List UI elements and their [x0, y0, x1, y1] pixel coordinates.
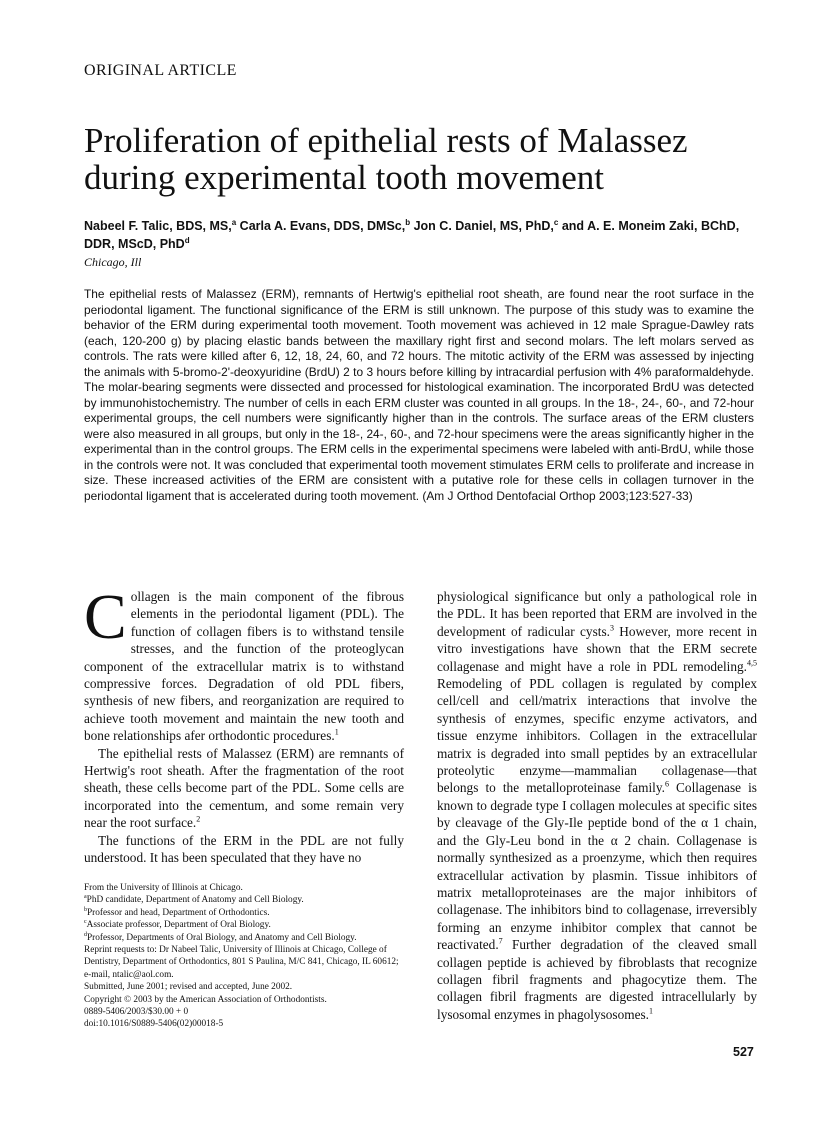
author-3: Jon C. Daniel, MS, PhD, [410, 219, 554, 233]
footnote-marker: d [84, 931, 87, 938]
author-4-affiliation: d [184, 235, 190, 245]
citation-ref: 6 [664, 780, 669, 790]
footnote-doi: doi:10.1016/S0889-5406(02)00018-5 [84, 1019, 224, 1030]
citation-ref: 2 [196, 814, 201, 824]
citation-ref: 3 [609, 623, 614, 633]
footnote-text: Associate professor, Department of Oral Biology. [86, 920, 271, 931]
footnote-issn: 0889-5406/2003/$30.00 + 0 [84, 1007, 189, 1018]
body-text: Remodeling of PDL collagen is regulated by complex cell/cell and cell/matrix interactions that involve the synthesis of enzymes, specific enzyme activators, and tissue enzyme inhibitors. Collagen in the extracellular matrix is degraded into small peptides by an extracellular proteolytic enzyme—mammalian collagenase—that belongs to the metalloproteinase family. [437, 676, 757, 796]
footnote-marker: b [84, 906, 87, 913]
body-text: physiological significance but only a pathological role in the PDL. It has been reported that ERM are involved in the development of radicular cysts. [437, 589, 757, 639]
paragraph-3: The functions of the ERM in the PDL are not fully understood. It has been speculated that they have no [84, 832, 404, 866]
footnote-text: Professor, Departments of Oral Biology, and Anatomy and Cell Biology. [87, 932, 357, 943]
author-4: and A. E. Moneim Zaki, BChD, DDR, MScD, PhD [84, 219, 740, 251]
author-1: Nabeel F. Talic, BDS, MS, [84, 219, 232, 233]
body-text: Further degradation of the cleaved small collagen peptide is achieved by fibroblasts that recognize collagen fibril fragments and phagocytize them. The collagen fibril fragments are digested intracellularly by lysosomal enzymes in phagolysosomes. [437, 937, 757, 1022]
abstract: The epithelial rests of Malassez (ERM), remnants of Hertwig's epithelial root sheath, are found near the root surface in the periodontal ligament. The functional significance of the ERM is still unknown. The purpose of this study was to examine the behavior of the ERM during experimental tooth movement. Tooth movement was achieved in 12 male Sprague-Dawley rats (each, 120-200 g) by placing elastic bands between the maxillary right first and second molars. The left molars served as controls. The rats were killed after 6, 12, 18, 24, 60, and 72 hours. The mitotic activity of the ERM was assessed by injecting the animals with 5-bromo-2'-deoxyuridine (BrdU) 2 to 3 hours before killing by intracardial perfusion with 4% paraformaldehyde. The molar-bearing segments were dissected and processed for histological examination. The incorporated BrdU was detected by immunohistochemistry. The number of cells in each ERM cluster was counted in all groups. In the 18-, 24-, 60-, and 72-hour experimental groups, the cell numbers were significantly higher than in the controls. The surface areas of the ERM clusters were also measured in all groups, but only in the 18-, 24-, 60-, and 72-hour specimens were the areas significantly higher in the experimental than in the control groups. The ERM cells in the experimental specimens were labeled with anti-BrdU, while those in the controls were not. It was concluded that experimental tooth movement stimulates ERM cells to proliferate and increase in size. These increased activities of the ERM are consistent with a putative role for these cells in collagen turnover in the periodontal ligament that is accelerated during tooth movement. (Am J Orthod Dentofacial Orthop 2003;123:527-33) [84, 287, 754, 503]
title-line-2: during experimental tooth movement [84, 158, 605, 197]
page-number: 527 [733, 1045, 754, 1059]
title-line-1: Proliferation of epithelial rests of Malassez [84, 121, 688, 160]
footnote-b [84, 907, 406, 919]
citation-ref: 7 [498, 936, 503, 946]
body-column-left [84, 581, 404, 867]
citation-ref: 1 [649, 1006, 653, 1016]
footnote-text: Professor and head, Department of Orthodontics. [87, 907, 270, 918]
footnote-institution: From the University of Illinois at Chicago. [84, 883, 243, 893]
footnote-submitted: Submitted, June 2001; revised and accepted, June 2002. [84, 982, 293, 993]
article-title [84, 122, 764, 196]
author-list [84, 217, 754, 253]
citation-ref: 1 [334, 727, 339, 737]
paragraph-continued [437, 588, 757, 1023]
body-text: However, more recent in vitro investigations have shown that the ERM secrete collagenase and might have a role in PDL remodeling. [437, 623, 757, 674]
footnote-marker: a [84, 894, 87, 901]
footnotes [84, 882, 406, 1031]
author-1-affiliation: a [231, 217, 237, 227]
author-2: Carla A. Evans, DDS, DMSc, [236, 219, 406, 233]
author-3-affiliation: c [553, 217, 559, 227]
paragraph-1 [84, 581, 404, 745]
footnote-marker: c [84, 919, 87, 926]
footnote-text: PhD candidate, Department of Anatomy and Cell Biology. [86, 895, 304, 906]
author-location: Chicago, Ill [84, 255, 142, 269]
footnote-c [84, 919, 406, 931]
drop-cap: C [84, 581, 127, 652]
body-column-right [437, 588, 757, 1023]
body-text: Collagenase is known to degrade type I collagen molecules at specific sites by cleavage of the Gly-Ile peptide bond of the α 1 chain, and the Gly-Leu bond in the α 2 chain. Collagenase is normally synthesized as a proenzyme, which then requires extracellular activation by plasmin. Tissue inhibitors of matrix metalloproteinases are the major inhibitors of collagenase. The inhibitors bind to collagenase, irreversibly forming an enzyme inhibitor complex that cannot be reactivated. [437, 780, 757, 953]
footnote-d [84, 932, 406, 944]
citation-ref: 4,5 [747, 658, 757, 668]
footnote-a [84, 894, 406, 906]
author-2-affiliation: b [405, 217, 411, 227]
footnote-reprint: Reprint requests to: Dr Nabeel Talic, University of Illinois at Chicago, College of Dentistry, Department of Orthodontics, 801 S Paulina, M/C 841, Chicago, IL 60612; e-mail, ntalic@aol.com. [84, 945, 399, 980]
paragraph-1-text: ollagen is the main component of the fibrous elements in the periodontal ligament (PDL). The function of collagen fibers is to withstand tensile stresses, and the function of the proteoglycan component of the extracellular matrix is to withstand compressive forces. Degradation of old PDL fibers, synthesis of new fibers, and reorganization are required to achieve tooth movement and maintain the new tooth and bone relationships afer orthodontic procedures. [84, 589, 404, 744]
paragraph-2 [84, 745, 404, 832]
paragraph-2-text: The epithelial rests of Malassez (ERM) are remnants of Hertwig's root sheath. After the fragmentation of the root sheath, these cells become part of the PDL. Some cells are incorporated into the cementum, and some remain very near the root surface. [84, 745, 404, 831]
section-label: ORIGINAL ARTICLE [84, 62, 237, 79]
footnote-copyright: Copyright © 2003 by the American Association of Orthodontists. [84, 994, 327, 1005]
